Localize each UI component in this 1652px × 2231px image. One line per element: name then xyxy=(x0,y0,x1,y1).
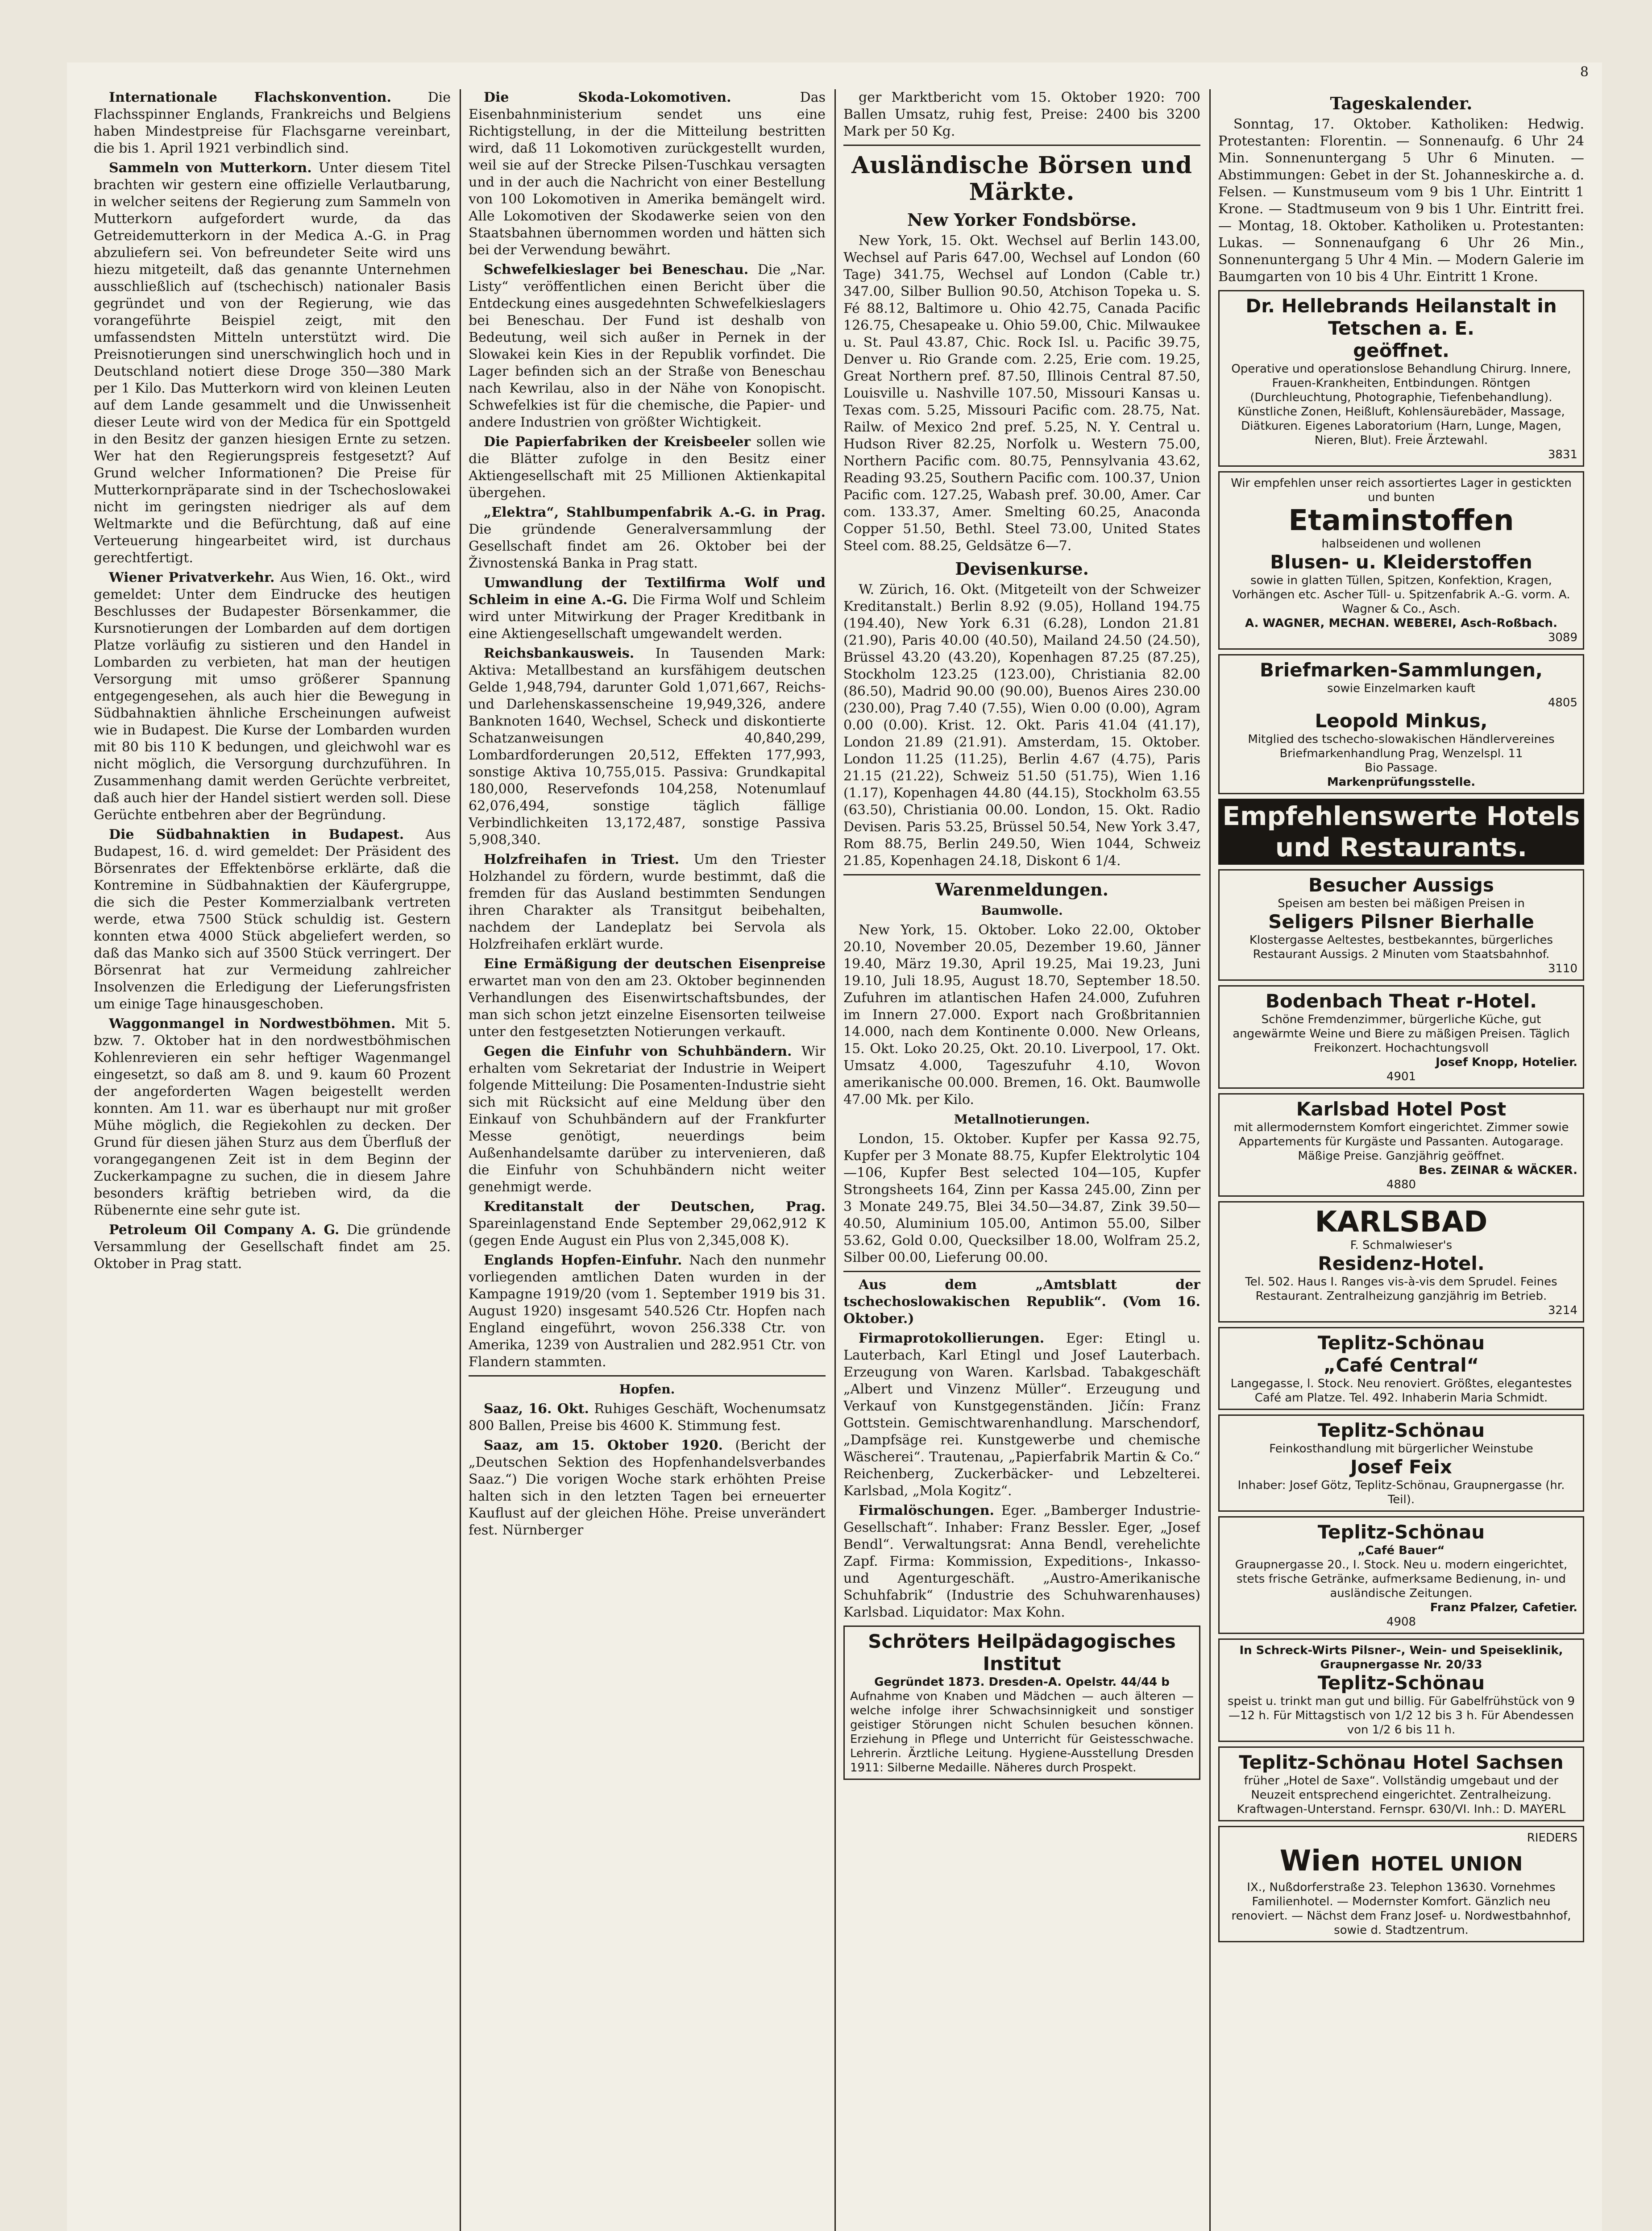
article xyxy=(469,1401,826,1435)
column-rule xyxy=(460,89,461,2231)
advertisement xyxy=(1218,1826,1584,1942)
article-body: (Bericht der „Deutschen Sektion des Hopfenhandelsverbandes Saaz.“) Die vorigen Woche stark erhöhten Preise halten sich in den letzten Tagen bei erneuerter Kauflust auf der gleichen Höhe. Preise unverändert fest. Nürnberger xyxy=(469,1438,826,1538)
article xyxy=(469,645,826,849)
ad-body: Operative und operationslose Behandlung Chirurg. Innere, Frauen-Krankheiten, Entbindungen. Röntgen (Durchleuchtung, Photographie, Tiefenbehandlung). Künstliche Zonen, Heißluft, Kohlensäurebäder, Massage, Diätkuren. Eigenes Laboratorium (Harn, Lunge, Magen, Nieren, Blut). Freie Ärztewahl. xyxy=(1231,362,1571,447)
ad-body: IX., Nußdorferstraße 23. Telephon 13630. Vornehmes Familienhotel. — Modernster Komfort. Gänzlich neu renoviert. — Nächst dem Franz Josef- u. Nordwestbahnhof, sowie d. Stadtzentrum. xyxy=(1231,1881,1571,1937)
article-headline: Petroleum Oil Company A. G. xyxy=(109,1222,340,1238)
notice-heading: Aus dem „Amtsblatt der tschechoslowakischen Republik“. (Vom 16. Oktober.) xyxy=(843,1277,1200,1327)
advertisement xyxy=(1218,1327,1584,1410)
article xyxy=(469,1252,826,1371)
article xyxy=(469,261,826,431)
advertisement xyxy=(1218,1201,1584,1323)
section-heading: Hopfen. xyxy=(619,1382,675,1397)
market-report: New York, 15. Oktober. Loko 22.00, Oktober 20.10, November 20.05, Dezember 19.60, Jänner 19.40, März 19.30, April 19.25, Mai 19.23, Juni 19.10, Juli 18.95, August 18.70, September 18.50. Zufuhren im atlantischen Hafen 24.000, Zufuhren im Innern 27.000. Export nach Großbritannien 14.000, nach dem Kontinente 0.000. New Orleans, 15. Okt. Loko 20.25, Okt. 20.10. Liverpool, 17. Okt. Umsatz 4.000, Tageszufuhr 4.10, Wovon amerikanische 00.000. Bremen, 16. Okt. Baumwolle 47.00 Mk. per Kilo. xyxy=(843,922,1200,1107)
article-headline: Schwefelkieslager bei Beneschau. xyxy=(484,262,749,278)
advertisement xyxy=(1218,1093,1584,1197)
article-headline: Umwandlung der Textilfirma Wolf und Schleim in eine A.-G. xyxy=(469,575,826,608)
divider xyxy=(843,1271,1200,1272)
article-body: Aus Wien, 16. Okt., wird gemeldet: Unter dem Eindrucke des heutigen Beschlusses der Budapester Börsenkammer, die Kursnotierungen der Lombarden auf dem dortigen Platze vorläufig zu sistieren und den Handel in Lombarden zu verbieten, hat man der heutigen Versorgung mit umso größerer Spannung entgegengesehen, als auch hier die Bewegung in Südbahnaktien ähnliche Erscheinungen aufweist wie in Budapest. Die Kurse der Lombarden wurden mit 80 bis 110 K bedungen, und gleichwohl war es nicht möglich, die Versorgung durchzuführen. In Zusammenhang damit werden Gerüchte verbreitet, daß auch hier der Handel sistiert werden soll. Diese Gerüchte entbehren aber der Begründung. xyxy=(94,570,451,823)
article xyxy=(469,851,826,953)
article xyxy=(94,569,451,824)
notice xyxy=(843,1502,1200,1621)
article xyxy=(94,826,451,1013)
market-report: W. Zürich, 16. Okt. (Mitgeteilt von der Schweizer Kreditanstalt.) Berlin 8.92 (9.05), Holland 194.75 (194.40), New York 6.31 (6.28), London 21.81 (21.90), Paris 40.00 (40.50), Mailand 24.50 (24.50), Brüssel 43.20 (43.20), Kopenhagen 87.25 (87.25), Stockholm 123.25 (123.00), Christiania 82.00 (86.50), Madrid 90.00 (90.00), Buenos Aires 230.00 (230.00), Prag 7.40 (7.55), Wien 0.00 (0.00), Agram 0.00 (0.00). Krist. 12. Okt. Paris 41.04 (41.17), London 21.89 (21.91). Amsterdam, 15. Oktober. London 11.25 (11.25), Berlin 4.67 (4.75), Paris 21.15 (21.22), Schweiz 51.50 (51.75), Wien 1.16 (1.17), Kopenhagen 44.80 (44.15), Stockholm 63.55 (63.50), Christiania 00.00. London, 15. Okt. Radio Devisen. Paris 53.25, Brüssel 50.54, New York 3.47, Rom 88.75, Berlin 249.50, Wien 1044, Schweiz 21.85, Kopenhagen 24.18, Diskont 6 1/4. xyxy=(843,582,1200,869)
article xyxy=(469,1437,826,1539)
article-body: In Tausenden Mark: Aktiva: Metallbestand an kursfähigem deutschen Gelde 1,948,794, darunter Gold 1,071,667, Reichs- und Darlehenskassenscheine 19,949,326, andere Banknoten 1640, Wechsel, Scheck und diskontierte Schatzanweisungen 40,840,299, Lombardforderungen 20,512, Effekten 177,993, sonstige Aktiva 10,755,015. Passiva: Grundkapital 180,000, Reservefonds 104,258, Notenumlauf 62,076,494, sonstige täglich fällige Verbindlichkeiten 13,172,487, sonstige Passiva 5,908,340. xyxy=(469,646,826,848)
ad-body: Schöne Fremdenzimmer, bürgerliche Küche, gut angewärmte Weine und Biere zu mäßigen Preisen. Täglich Freikonzert. Hochachtungsvoll xyxy=(1233,1013,1570,1055)
advertisement xyxy=(1218,471,1584,650)
article-headline: Kreditanstalt der Deutschen, Prag. xyxy=(484,1199,826,1215)
article-body: Aus Budapest, 16. d. wird gemeldet: Der Präsident des Börsenrates der Effektenbörse erklärte, daß die Kontremine in Südbahnaktien der Käufergruppe, die sich die Pester Kommerzialbank vertreten werde, etwa 7500 Stück schuldig ist. Gestern konnten etwa 4000 Stück abgeliefert werden, so daß das Manko sich auf 3500 Stück verringert. Der Börsenrat hat zur Vermeidung zahlreicher Insolvenzen die Erledigung der Lieferungsfristen um einige Tage hinausgeschoben. xyxy=(94,827,451,1012)
article-body: erwartet man von den am 23. Oktober beginnenden Verhandlungen des Eisenwirtschaftsbundes, der man sich schon jetzt einzelne Eisensorten teilweise unter den festgesetzten Notierungen verkauft. xyxy=(469,973,826,1040)
ad-owner: Franz Pfalzer, Cafetier. xyxy=(1430,1601,1577,1614)
ad-title xyxy=(1225,1845,1577,1880)
ad-footer: Inhaber: Josef Götz, Teplitz-Schönau, Graupnergasse (hr. Teil). xyxy=(1237,1479,1565,1506)
ad-title xyxy=(1225,990,1577,1012)
article-body: sollen wie die Blätter zufolge in den Besitz einer Aktiengesellschaft mit 25 Millionen Aktienkapital übergehen. xyxy=(469,434,826,501)
article xyxy=(94,89,451,157)
ad-body: sowie in glatten Tüllen, Spitzen, Konfektion, Kragen, Vorhängen etc. Ascher Tüll- u. Spitzenfabrik A.-G. vorm. A. Wagner & Co., Asch. xyxy=(1232,574,1570,616)
ad-subtitle: geöffnet. xyxy=(1353,340,1449,361)
article-body: Wir erhalten vom Sekretariat der Industrie in Weipert folgende Mitteilung: Die Posamenten-Industrie sieht sich mit Rücksicht auf eine Meldung über den Einkauf von Schuhbändern auf der Frankfurter Messe genötigt, neuerdings beim Außenhandelsamte darüber zu intervenieren, daß die Einfuhr von Schuhbändern nicht weiter genehmigt werde. xyxy=(469,1044,826,1195)
section-title: Ausländische Börsen und Märkte. xyxy=(851,152,1192,206)
section-heading: Warenmeldungen. xyxy=(935,879,1109,900)
ad-subtitle: halbseidenen und wollenen xyxy=(1321,537,1481,551)
article xyxy=(469,434,826,502)
ad-title: Etaminstoffen xyxy=(1288,504,1514,537)
ad-number: 4880 xyxy=(1386,1178,1416,1191)
ad-address: Bio Passage. xyxy=(1365,761,1438,775)
article-body: Die gründende Generalversammlung der Gesellschaft findet am 26. Oktober bei der Živnostenská Banka in Prag statt. xyxy=(469,522,826,571)
ad-intro: Wir empfehlen unser reich assortiertes Lager in gestickten und bunten xyxy=(1231,477,1572,504)
ad-title xyxy=(1225,1098,1577,1120)
ad-body: Klostergasse Aeltestes, bestbekanntes, bürgerliches Restaurant Aussigs. 2 Minuten vom Staatsbahnhof. xyxy=(1249,933,1553,961)
advertisement xyxy=(843,1626,1200,1780)
ad-title: Teplitz-Schönau xyxy=(1317,1332,1485,1354)
ad-owner: Bes. ZEINAR & WÄCKER. xyxy=(1419,1164,1577,1177)
ad-footer: Markenprüfungsstelle. xyxy=(1327,775,1476,789)
ad-footer: A. WAGNER, MECHAN. WEBEREI, Asch-Roßbach. xyxy=(1245,617,1557,630)
market-report: New York, 15. Okt. Wechsel auf Berlin 143.00, Wechsel auf Paris 647.00, Wechsel auf London (60 Tage) 341.75, Wechsel auf London (Cable tr.) 347.00, Silber Bullion 90.50, Atchison Topeka u. S. Fé 88.12, Baltimore u. Ohio 42.75, Canada Pacific 126.75, Chesapeake u. Ohio 59.00, Chic. Milwaukee u. St. Paul 43.87, Chic. Rock Isl. u. Pacific 39.75, Denver u. Rio Grande com. 2.25, Erie com. 19.25, Great Northern pref. 87.50, Illinois Central 87.50, Louisville u. Nashville 107.50, Missouri Kansas u. Texas com. 5.25, Missouri Pacific com. 28.75, Nat. Railw. of Mexico 2nd pref. 5.25, N. Y. Central u. Hudson River 82.25, Norfolk u. Western 75.00, Northern Pacific com. 80.75, Pennsylvania 43.62, Reading 93.25, Southern Pacific com. 100.37, Union Pacific com. 127.25, Wabash pref. 30.00, Amer. Car com. 133.37, Amer. Smelting 60.25, Anaconda Copper 51.50, Bethl. Steel 73.00, United States Steel com. 88.25, Geldsätze 6—7. xyxy=(843,233,1200,554)
page-number: 8 xyxy=(1580,64,1589,80)
article xyxy=(94,160,451,567)
article-headline: Reichsbankausweis. xyxy=(484,646,635,661)
article-headline: Die Südbahnaktien in Budapest. xyxy=(109,827,404,842)
article-body: Die „Nar. Listy“ veröffentlichen einen Bericht über die Entdeckung eines ausgedehnten Schwefelkieslagers bei Beneschau. Der Fund ist deshalb von Bedeutung, weil sich außer in Pernek in der Slowakei kein Kies in der Republik vorfindet. Die Lager befinden sich an der Straße von Beneschau nach Kewrilau, also in der Nähe von Konopischt. Schwefelkies ist für die chemische, die Papier- und andere Industrien von größter Wichtigkeit. xyxy=(469,262,826,430)
ad-number: 3110 xyxy=(1548,962,1577,975)
ad-subtitle: Gegründet 1873. Dresden-A. Opelstr. 44/44 b xyxy=(874,1675,1170,1689)
ad-subtitle: sowie Einzelmarken kauft xyxy=(1327,682,1475,695)
article-body: Unter diesem Titel brachten wir gestern eine offizielle Verlautbarung, in welcher seitens der Regierung zum Sammeln von Mutterkorn aufgefordert wurde, da das Getreidemutterkorn in der Medica A.-G. in Prag abzuliefern sei. Von befreundeter Seite wird uns hiezu mitgeteilt, daß das genannte Unternehmen ausschließlich auf (tschechisch) nationaler Basis gegründet und von der Regierung, wie das vorangeführte Beispiel zeigt, mit den umfassendsten Mitteln unterstützt wird. Die Preisnotierungen sind unerschwinglich hoch und in Deutschland notiert diese Droge 350—380 Mark per 1 Kilo. Das Mutterkorn wird von kleinen Leuten auf dem Lande gesammelt und die Unwissenheit dieser Leute wird von der Medica für ein Spottgeld in den Besitz der ganzen hiesigen Ernte zu setzen. Wer hat den Regierungspreis festgesetzt? Auf Grund welcher Informationen? Die Preise für Mutterkornpräparate sind in der Tschechoslowakei nicht im geringsten niedriger als auf dem Weltmarkte und die Befürchtung, daß auf eine Verteuerung hingearbeitet wird, ist durchaus gerechtfertigt. xyxy=(94,160,451,566)
ad-title xyxy=(1225,1751,1577,1774)
ad-city: Karlsbad xyxy=(1296,1098,1390,1120)
ad-body: Feinkosthandlung mit bürgerlicher Weinstube xyxy=(1269,1442,1533,1456)
article xyxy=(94,1222,451,1273)
advertisement xyxy=(1218,985,1584,1089)
article xyxy=(469,1198,826,1249)
article-body: Die gründende Versammlung der Gesellschaft findet am 25. Oktober in Prag statt. xyxy=(94,1222,451,1272)
newspaper-page xyxy=(67,62,1602,2231)
ad-body: Langegasse, l. Stock. Neu renoviert. Größtes, elegantestes Café am Platze. Tel. 492. Inhaberin Maria Schmidt. xyxy=(1230,1377,1572,1405)
ad-title: Teplitz-Schönau xyxy=(1317,1419,1485,1441)
article-continuation: ger Marktbericht vom 15. Oktober 1920: 700 Ballen Umsatz, ruhig fest, Preise: 2400 bis 3200 Mark per 50 Kg. xyxy=(843,90,1200,139)
ad-number: 3831 xyxy=(1548,448,1577,461)
article xyxy=(469,956,826,1041)
ad-owner: RIEDERS xyxy=(1527,1831,1577,1845)
article-headline: Englands Hopfen-Einfuhr. xyxy=(484,1252,682,1268)
divider xyxy=(469,1375,826,1377)
advertisement xyxy=(1218,1638,1584,1742)
section-heading: Devisenkurse. xyxy=(955,559,1089,579)
article-body: Spareinlagenstand Ende September 29,062,912 K (gegen Ende August ein Plus von 2,345,008 K). xyxy=(469,1216,826,1248)
column-rule xyxy=(1209,89,1211,2231)
ad-hotel: HOTEL UNION xyxy=(1370,1853,1523,1875)
ad-number: 4805 xyxy=(1548,696,1577,709)
ad-body: Mitglied des tschecho-slowakischen Händlervereines Briefmarkenhandlung Prag, Wenzelspl. 11 xyxy=(1248,733,1555,760)
notice xyxy=(843,1330,1200,1500)
column-2 xyxy=(469,89,826,2231)
ad-body: früher „Hotel de Saxe“. Vollständig umgebaut und der Neuzeit entsprechend eingerichtet. Zentralheizung. Kraftwagen-Unterstand. Fernspr. 630/VI. Inh.: D. MAYERL xyxy=(1237,1774,1566,1816)
advertisement xyxy=(1218,869,1584,981)
column-3 xyxy=(843,89,1200,2231)
market-report: London, 15. Oktober. Kupfer per Kassa 92.75, Kupfer per 3 Monate 88.75, Kupfer Elektrolytic 104—106, Kupfer Best selected 104—105, Kupfer Strongsheets 164, Zinn per Kassa 245.00, Zinn per 3 Monate 249.75, Blei 34.50—34.87, Zink 39.50—40.50, Aluminium 105.00, Antimon 55.00, Silber 53.62, Gold 0.00, Quecksilber 18.00, Wolfram 25.2, Silber 00.00, Lieferung 00.00. xyxy=(843,1131,1200,1265)
article-headline: Eine Ermäßigung der deutschen Eisenpreise xyxy=(484,956,826,972)
article xyxy=(469,575,826,643)
divider xyxy=(843,874,1200,875)
notice-body: Eger. „Bamberger Industrie-Gesellschaft“. Inhaber: Franz Bessler. Eger, „Josef Bendl“. Verwaltungsrat: Anna Bendl, verehelichte Zapf. Firma: Kommission, Expeditions-, Inkasso- und Agenturgeschäft. „Austro-Amerikanische Schuhfabrik“ (Industrie des Schuhwarenhauses) Karlsbad. Liquidator: Max Kohn. xyxy=(843,1503,1200,1620)
ad-title: Besucher Aussigs xyxy=(1308,874,1494,896)
article-body: Das Eisenbahnministerium sendet uns eine Richtigstellung, in der die Mitteilung bestritten wird, daß 11 Lokomotiven zurückgestellt wurden, weil sie auf der Strecke Pilsen-Tuschkau versagten und in der auch die Nachricht von einer Bestellung von 100 Lokomotiven in Amerika bemängelt wird. Alle Lokomotiven der Skodawerke seien von den Staatsbahnen übernommen worden und hätten sich bei der Verwendung bewährt. xyxy=(469,90,826,258)
article-headline: Holzfreihafen in Triest. xyxy=(484,852,680,867)
ad-subtitle: Speisen am besten bei mäßigen Preisen in xyxy=(1278,897,1525,910)
article-headline: Saaz, 16. Okt. xyxy=(484,1401,589,1417)
article-body: Ruhiges Geschäft, Wochenumsatz 800 Ballen, Preise bis 4600 K. Stimmung fest. xyxy=(469,1401,826,1434)
section-banner: Empfehlenswerte Hotels und Restaurants. xyxy=(1218,799,1584,865)
ad-title: Teplitz-Schönau xyxy=(1317,1521,1485,1543)
ad-body-2: speist u. trinkt man gut und billig. Für Gabelfrühstück von 9—12 h. Für Mittagstisch von 1/2 12 bis 3 h. Für Abendessen von 1/2 6 bis 11 h. xyxy=(1228,1695,1575,1737)
ad-city: Teplitz-Schönau xyxy=(1239,1751,1406,1773)
ad-city: Bodenbach xyxy=(1265,990,1383,1012)
ad-title-2: Blusen- u. Kleiderstoffen xyxy=(1270,551,1532,573)
article xyxy=(469,1043,826,1196)
advertisement xyxy=(1218,1414,1584,1512)
ad-number: 3214 xyxy=(1548,1304,1577,1317)
article-headline: Internationale Flachskonvention. xyxy=(109,90,391,105)
ad-title: Schröters Heilpädagogisches Institut xyxy=(868,1630,1176,1675)
ad-hotel: Hotel Sachsen xyxy=(1412,1751,1564,1773)
ad-hotel: Theat r-Hotel. xyxy=(1389,990,1537,1012)
ad-subtitle: F. Schmalwieser's xyxy=(1350,1239,1453,1252)
ad-body: Tel. 502. Haus I. Ranges vis-à-vis dem Sprudel. Feines Restaurant. Zentralheizung ganzjährig im Betrieb. xyxy=(1245,1275,1557,1303)
ad-title: Teplitz-Schönau xyxy=(1317,1672,1485,1694)
article-headline: Die Papierfabriken der Kreisbeeler xyxy=(484,434,751,450)
ad-number: 4901 xyxy=(1386,1070,1416,1083)
advertisement xyxy=(1218,290,1584,467)
article-headline: Gegen die Einfuhr von Schuhbändern. xyxy=(484,1044,792,1059)
ad-name: Seligers Pilsner Bierhalle xyxy=(1268,911,1534,933)
article-headline: Waggonmangel in Nordwestböhmen. xyxy=(109,1016,396,1032)
article-body: Um den Triester Holzhandel zu fördern, wurde bestimmt, daß die fremden für das Ausland bestimmten Sendungen ihren Charakter als Transitgut beibehalten, nachdem der Landeplatz bei Servola als Holzfreihafen erklärt wurde. xyxy=(469,852,826,952)
section-heading: New Yorker Fondsbörse. xyxy=(907,210,1137,230)
advertisement xyxy=(1218,1746,1584,1821)
article-headline: Sammeln von Mutterkorn. xyxy=(109,160,312,176)
ad-owner: Josef Feix xyxy=(1350,1456,1452,1478)
divider xyxy=(843,145,1200,146)
ad-number: 4908 xyxy=(1386,1615,1416,1629)
ad-subtitle: „Café Central“ xyxy=(1323,1354,1479,1376)
subsection-heading: Baumwolle. xyxy=(981,903,1063,918)
notice-title: Firmalöschungen. xyxy=(859,1503,994,1518)
section-heading: Tageskalender. xyxy=(1330,93,1473,113)
article-headline: „Elektra“, Stahlbumpenfabrik A.-G. in Prag. xyxy=(484,505,826,520)
column-1 xyxy=(94,89,451,2231)
ad-body: Graupnergasse 20., I. Stock. Neu u. modern eingerichtet, stets frische Getränke, aufmerksame Bedienung, in- und ausländische Zeitungen. xyxy=(1235,1558,1568,1600)
article-headline: Wiener Privatverkehr. xyxy=(109,570,275,585)
ad-body: In Schreck-Wirts Pilsner-, Wein- und Speiseklinik, Graupnergasse Nr. 20/33 xyxy=(1239,1644,1563,1671)
article xyxy=(469,504,826,572)
ad-body: mit allermodernstem Komfort eingerichtet. Zimmer sowie Appartements für Kurgäste und Passanten. Autogarage. Mäßige Preise. Ganzjährig geöffnet. xyxy=(1233,1121,1569,1163)
ad-city: Wien xyxy=(1279,1845,1361,1878)
article xyxy=(469,89,826,259)
notice-body: Eger: Etingl u. Lauterbach, Karl Etingl und Josef Lauterbach. Erzeugung von Waren. Karlsbad. Tabakgeschäft „Albert und Vinzenz Müller“. Erzeugung und Verkauf von Kunstgegenständen. Jičín: Franz Gottstein. Gemischtwarenhandlung. Marschendorf, „Dampfsäge rei. Kunstgewerbe und chemische Wäscherei“. Trautenau, „Papierfabrik Martin & Co.“ Reichenberg, Zuckerbäcker- und Lebzelterei. Karlsbad, „Mola Kogitz“. xyxy=(843,1331,1200,1499)
ad-number: 3089 xyxy=(1548,631,1577,644)
article-body: Die Flachsspinner Englands, Frankreichs und Belgiens haben Mindestpreise für Flachsgarne vereinbart, die bis 1. April 1921 verbindlich sind. xyxy=(94,90,451,156)
ad-title: Briefmarken-Sammlungen, xyxy=(1259,659,1543,681)
calendar-text: Sonntag, 17. Oktober. Katholiken: Hedwig. Protestanten: Florentin. — Sonnenaufg. 6 Uhr 24 Min. Sonnenuntergang 5 Uhr 6 Minuten. — Abstimmungen: Gebet in der St. Johanneskirche a. d. Felsen. — Kunstmuseum vom 9 bis 1 Uhr. Eintritt 1 Krone. — Stadtmuseum von 9 bis 1 Uhr. Eintritt frei. — Montag, 18. Oktober. Katholiken u. Protestanten: Lukas. — Sonnenaufgang 6 Uhr 26 Min., Sonnenuntergang 5 Uhr 4 Min. — Modern Galerie im Baumgarten von 10 bis 4 Uhr. Eintritt 1 Krone. xyxy=(1218,116,1584,285)
ad-hotel: Hotel Post xyxy=(1396,1098,1507,1120)
ad-name: Leopold Minkus, xyxy=(1315,710,1488,732)
notice-title: Firmaprotokollierungen. xyxy=(859,1331,1045,1346)
article-body: Mit 5. bzw. 7. Oktober hat in den nordwestböhmischen Kohlenrevieren ein sehr heftiger Wagenmangel eingesetzt, so daß am 8. und 9. kaum 60 Prozent der angeforderten Wagen beigestellt werden konnten. Am 11. war es überhaupt nur mit großer Mühe möglich, die Regiekohlen zu decken. Der Grund für diesen jähen Sturz aus dem Überfluß der vorangegangenen Zeit ist in dem Beginn der Zuckerkampagne zu suchen, die in diesem Jahre besonders kräftig betrieben wird, da die Rübenernte eine sehr gute ist. xyxy=(94,1016,451,1218)
subsection-heading: Metallnotierungen. xyxy=(954,1112,1090,1127)
ad-title: Dr. Hellebrands Heilanstalt in Tetschen a. E. xyxy=(1245,295,1557,339)
column-4 xyxy=(1218,89,1584,2231)
advertisement xyxy=(1218,1516,1584,1634)
article-body: Nach den nunmehr vorliegenden amtlichen Daten wurden in der Kampagne 1919/20 (vom 1. September 1919 bis 31. August 1920) insgesamt 540.526 Ctr. Hopfen nach England eingeführt, wovon 256.338 Ctr. von Amerika, 1239 von Australien und 282.951 Ctr. von Flandern stammten. xyxy=(469,1252,826,1370)
article-headline: Die Skoda-Lokomotiven. xyxy=(484,90,731,105)
ad-hotel: Residenz-Hotel. xyxy=(1318,1252,1485,1274)
article-headline: Saaz, am 15. Oktober 1920. xyxy=(484,1438,723,1453)
column-rule xyxy=(834,89,836,2231)
ad-subtitle: „Café Bauer“ xyxy=(1357,1544,1445,1557)
article-body: Die Firma Wolf und Schleim wird unter Mitwirkung der Prager Kreditbank in eine Aktiengesellschaft umgewandelt werden. xyxy=(469,592,826,642)
advertisement xyxy=(1218,654,1584,794)
ad-body: Aufnahme von Knaben und Mädchen — auch älteren — welche infolge ihrer Schwachsinnigkeit und sonstiger geistiger Störungen nicht Schulen besuchen können. Erziehung in Pflege und Unterricht für Geistesschwache. Lehrerin. Ärztliche Leitung. Hygiene-Ausstellung Dresden 1911: Silberne Medaille. Näheres durch Prospekt. xyxy=(850,1690,1194,1775)
ad-title: KARLSBAD xyxy=(1315,1206,1488,1239)
article xyxy=(94,1016,451,1219)
ad-owner: Josef Knopp, Hotelier. xyxy=(1436,1056,1577,1069)
